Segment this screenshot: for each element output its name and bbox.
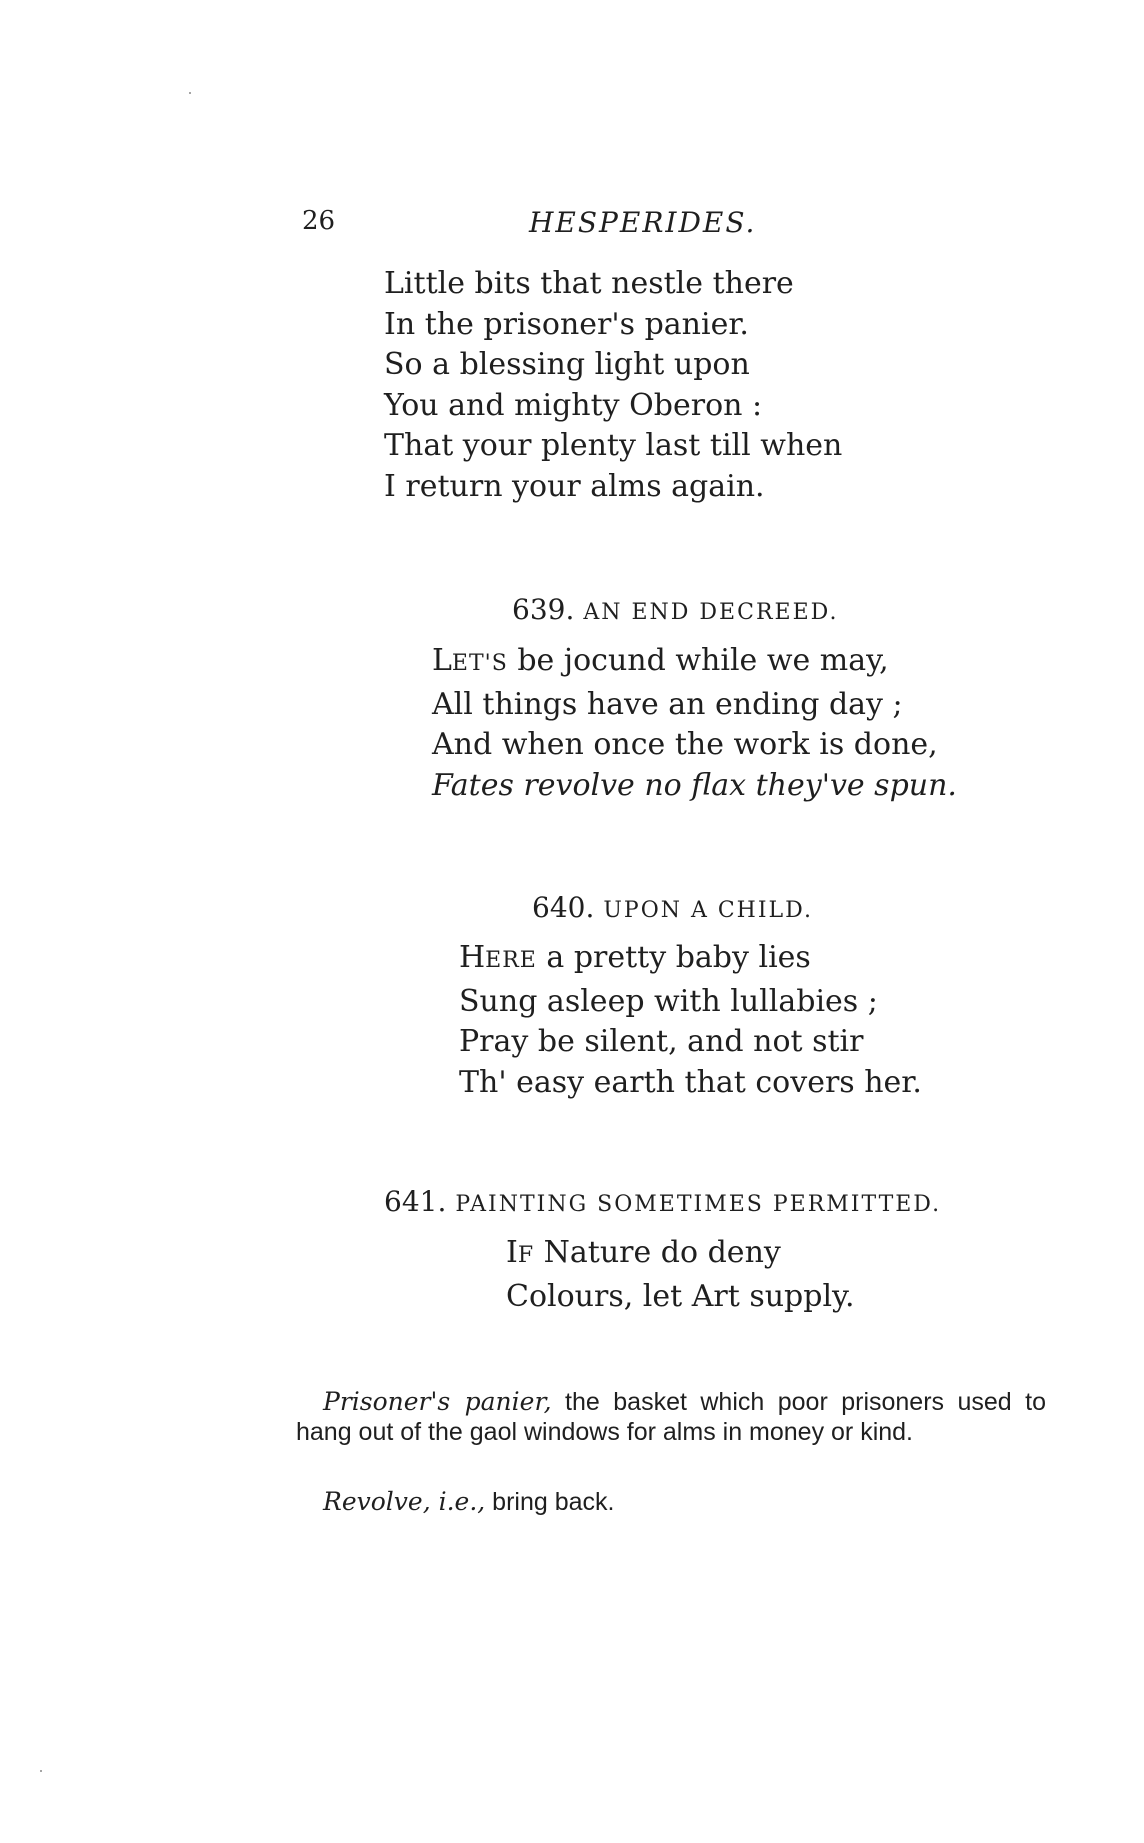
poem-heading bbox=[512, 593, 838, 626]
footnote-term: Revolve, i.e., bbox=[323, 1487, 486, 1516]
verse-line: Pray be silent, and not stir bbox=[459, 1024, 864, 1059]
verse-line: All things have an ending day ; bbox=[432, 686, 903, 722]
verse-line: I return your alms again. bbox=[384, 468, 765, 504]
poem-stanza bbox=[506, 1233, 855, 1317]
verse-line: Little bits that nestle there bbox=[384, 266, 794, 301]
footnote-text: the basket which poor prisoners used to hang out of the gaol windows for alms in money or kind. bbox=[296, 1388, 1046, 1446]
small-caps-word: ERE bbox=[485, 948, 537, 973]
verse-line: Colours, let Art supply. bbox=[506, 1278, 855, 1314]
scan-speck bbox=[189, 92, 191, 94]
poem-number: 641. bbox=[384, 1185, 447, 1218]
verse-line bbox=[506, 1233, 855, 1277]
poem-heading bbox=[532, 891, 813, 924]
verse-line-text: Nature do deny bbox=[534, 1235, 781, 1270]
footnote-text: bring back. bbox=[485, 1488, 615, 1516]
poem-stanza bbox=[432, 641, 957, 806]
poem-number: 640. bbox=[532, 891, 595, 924]
footnote bbox=[296, 1387, 1046, 1447]
running-title: HESPERIDES. bbox=[529, 206, 757, 239]
drop-cap: H bbox=[459, 940, 486, 975]
verse-line: In the prisoner's panier. bbox=[384, 306, 749, 342]
poem-number: 639. bbox=[512, 593, 575, 626]
verse-line: So a blessing light upon bbox=[384, 347, 750, 382]
poem-heading bbox=[384, 1185, 941, 1218]
verse-line: You and mighty Oberon : bbox=[384, 387, 763, 423]
verse-line: And when once the work is done, bbox=[432, 727, 938, 762]
drop-cap: I bbox=[506, 1235, 518, 1270]
verse-line: That your plenty last till when bbox=[384, 428, 843, 463]
drop-cap: L bbox=[432, 643, 452, 678]
continuation-stanza bbox=[384, 264, 842, 507]
poem-title: PAINTING SOMETIMES PERMITTED. bbox=[455, 1192, 942, 1217]
verse-line: Th' easy earth that covers her. bbox=[459, 1064, 922, 1100]
page-number: 26 bbox=[302, 206, 336, 236]
verse-line-italic: Fates revolve no flax they've spun. bbox=[432, 767, 957, 803]
verse-line-text: a pretty baby lies bbox=[536, 940, 811, 975]
poem-stanza bbox=[459, 938, 922, 1103]
verse-line bbox=[432, 641, 957, 685]
verse-line: Sung asleep with lullabies ; bbox=[459, 983, 878, 1019]
footnote-term: Prisoner's panier, bbox=[323, 1387, 552, 1416]
small-caps-word: ET'S bbox=[451, 651, 508, 676]
scan-speck bbox=[40, 1770, 42, 1772]
small-caps-word: F bbox=[517, 1243, 535, 1268]
verse-line bbox=[459, 938, 922, 982]
poem-title: AN END DECREED. bbox=[583, 600, 839, 625]
footnote bbox=[296, 1487, 1046, 1517]
poem-title: UPON A CHILD. bbox=[603, 898, 814, 923]
verse-line-text: be jocund while we may, bbox=[507, 643, 889, 678]
